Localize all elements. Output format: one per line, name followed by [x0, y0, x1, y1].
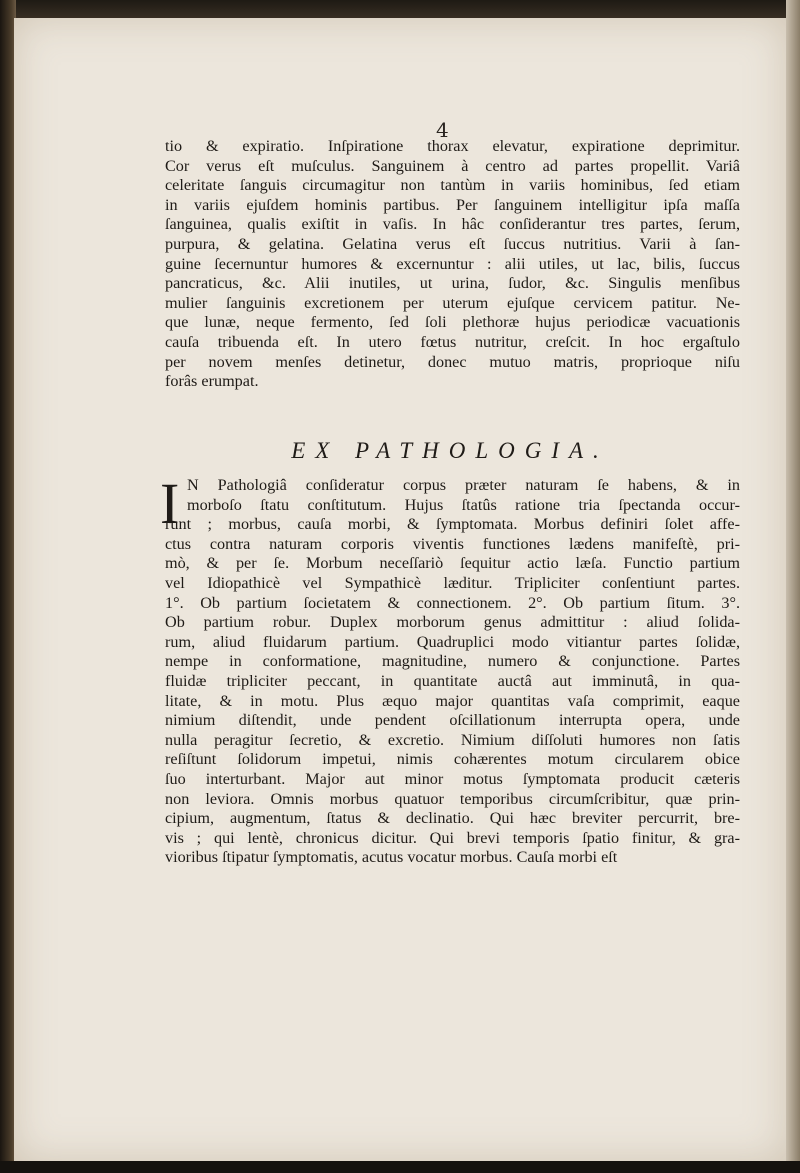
text-line: ſanguinea, qualis exiſtit in vaſis. In hâc conſiderantur tres partes, ſerum, — [165, 215, 740, 234]
page-number: 4 — [436, 118, 449, 142]
text-line: Ob partium robur. Duplex morborum genus admittitur : aliud ſolida- — [165, 613, 740, 632]
text-line: reſiſtunt ſolidorum impetui, nimis cohærentes motum circularem obice — [165, 750, 740, 769]
book-top-edge — [0, 0, 800, 20]
text-line: tio & expiratio. Inſpiratione thorax elevatur, expiratione deprimitur. — [165, 137, 740, 155]
text-line: forâs erumpat. — [165, 372, 259, 391]
text-line: 1°. Ob partium ſocietatem & connectionem. 2°. Ob partium ſitum. 3°. — [165, 593, 740, 612]
text-line: purpura, & gelatina. Gelatina verus eſt ſuccus nutritius. Varii à ſan- — [165, 234, 740, 253]
text-line: ſuo interturbant. Major aut minor motus ſymptomata producit cæteris — [165, 769, 740, 788]
section-heading: EX PATHOLOGIA. — [291, 438, 609, 463]
text-line: nulla peragitur ſecretio, & excretio. Nimium diſſoluti humores non ſatis — [165, 730, 740, 749]
text-line: nimium diſtendit, unde pendent oſcillationum interrupta opera, unde — [165, 711, 740, 730]
text-line: non leviora. Omnis morbus quatuor temporibus circumſcribitur, quæ prin- — [165, 789, 740, 808]
text-line: que lunæ, neque fermento, ſed ſoli plethoræ hujus periodicæ vacuationis — [165, 313, 740, 332]
text-line: ctus contra naturam corporis viventis functiones lædens manifeſtè, pri- — [165, 534, 740, 553]
text-line: cauſa tribuenda eſt. In utero fœtus nutritur, creſcit. In hoc ergaſtulo — [165, 332, 740, 351]
text-line: rum, aliud fluidarum partium. Quadruplici modo vitiantur partes ſolidæ, — [165, 632, 740, 651]
text-line: mulier ſanguinis excretionem per uterum ejuſque cervicem patitur. Ne- — [165, 293, 740, 312]
text-line: mò, & per ſe. Morbum neceſſariò ſequitur actio læſa. Functio partium — [165, 554, 740, 573]
paragraph-anatomy — [165, 137, 740, 392]
text-line: cipium, augmentum, ſtatus & declinatio. Qui hæc breviter percurrit, bre- — [165, 809, 740, 828]
text-line: nempe in conformatione, magnitudine, numero & conjunctione. Partes — [165, 652, 740, 671]
text-line: vioribus ſtipatur ſymptomatis, acutus vocatur morbus. Cauſa morbi eſt — [165, 848, 618, 867]
text-line: morboſo ſtatu conſtitutum. Hujus ſtatûs ratione tria ſpectanda occur- — [187, 495, 740, 514]
text-line: vel Idiopathicè vel Sympathicè læditur. Tripliciter conſentiunt partes. — [165, 573, 740, 592]
text-line: guine ſecernuntur humores & excernuntur : alii utiles, ut lac, bilis, ſuccus — [165, 254, 740, 273]
text-line: Cor verus eſt muſculus. Sanguinem à centro ad partes propellit. Variâ — [165, 156, 740, 175]
text-line: per novem menſes detinetur, donec mutuo matris, proprioque niſu — [165, 352, 740, 371]
text-line: pancraticus, &c. Alii inutiles, ut urina, ſudor, &c. Singulis menſibus — [165, 274, 740, 293]
text-line: runt ; morbus, cauſa morbi, & ſymptomata. Morbus definiri ſolet affe- — [165, 515, 740, 534]
book-bottom-edge — [0, 1161, 800, 1173]
drop-cap: I — [160, 471, 180, 536]
paragraph-pathology — [165, 476, 740, 868]
text-line: N Pathologiâ conſideratur corpus præter naturam ſe habens, & in — [187, 476, 740, 494]
text-line: fluidæ tripliciter peccant, in quantitate auctâ aut imminutâ, in qua- — [165, 671, 740, 690]
text-line: litate, & in motu. Plus æquo major quantitas vaſa comprimit, eaque — [165, 691, 740, 710]
text-line: celeritate ſanguis circumagitur non tantùm in variis hominibus, ſed etiam — [165, 176, 740, 195]
text-line: in variis ejuſdem hominis partibus. Per ſanguinem intelligitur ipſa maſſa — [165, 195, 740, 214]
page-edge — [786, 0, 800, 1173]
text-line: vis ; qui lentè, chronicus dicitur. Qui brevi temporis ſpatio finitur, & gra- — [165, 828, 740, 847]
